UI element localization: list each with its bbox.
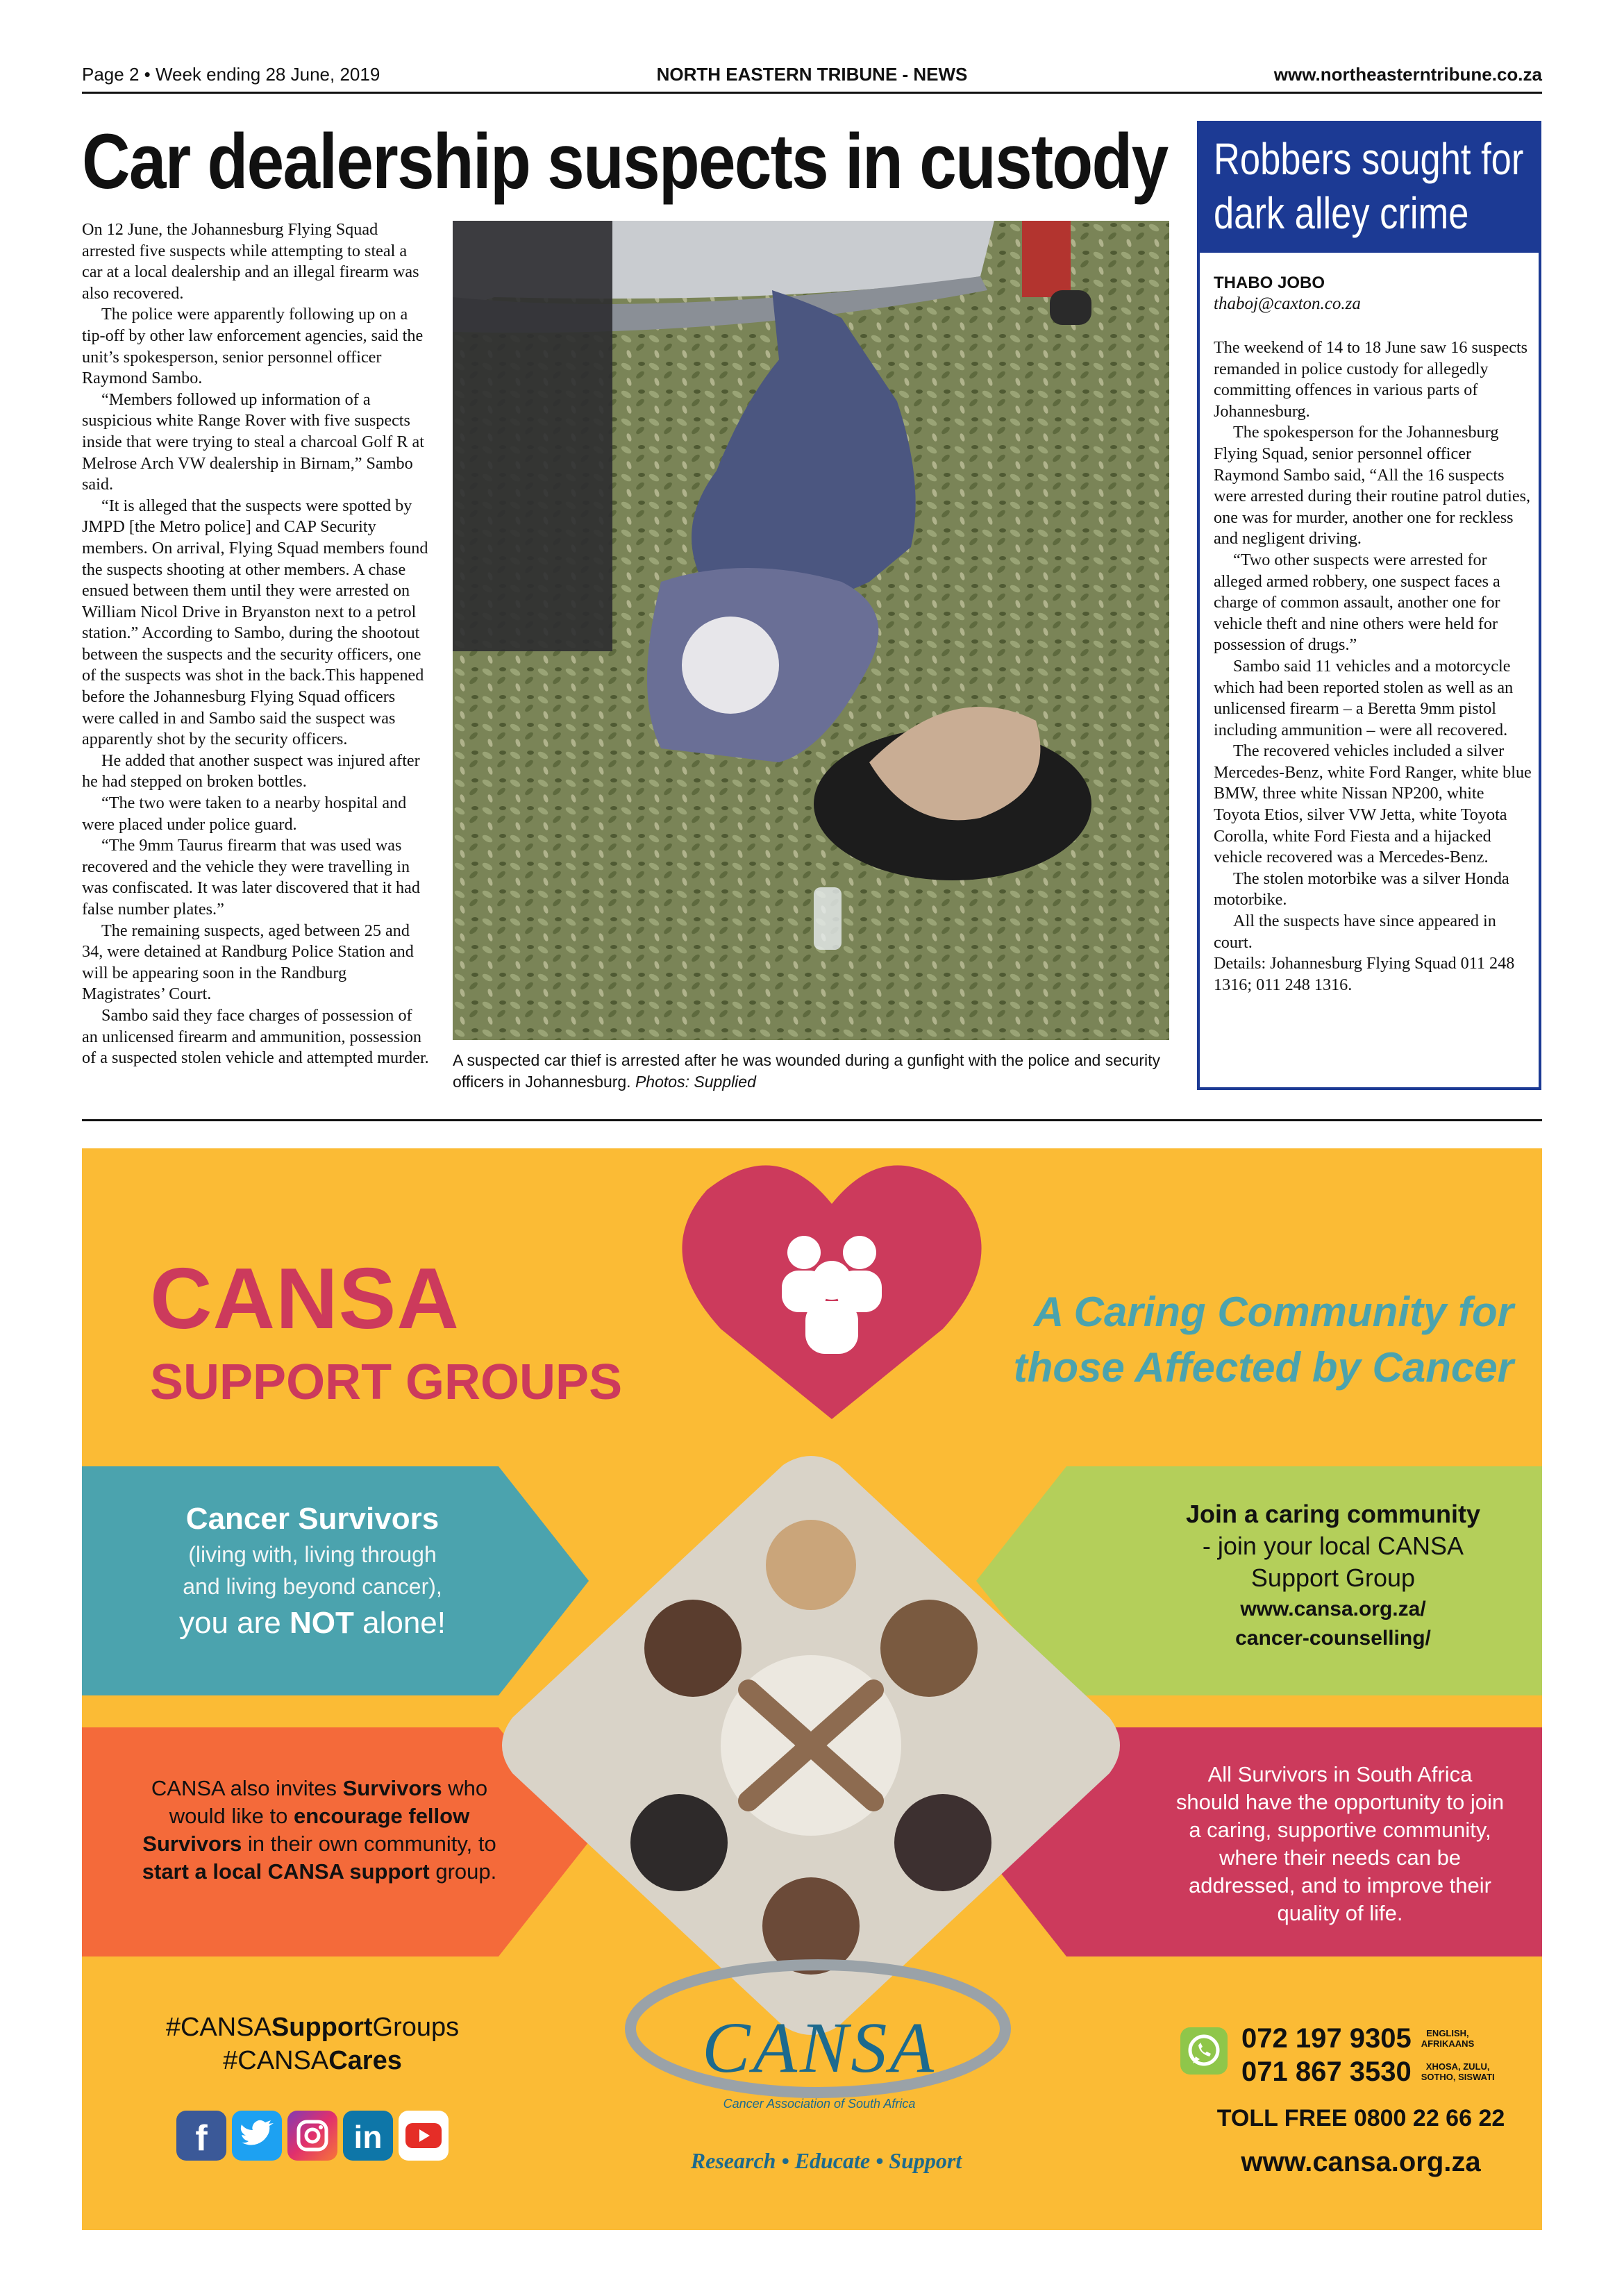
site-url[interactable]: www.northeasterntribune.co.za [1273,64,1542,85]
sidebar-paragraph: Sambo said 11 vehicles and a motorcycle which had been reported stolen as well as an unlicensed firearm – a Beretta 9mm pistol including ammunition – were all recovered. [1214,656,1514,739]
survivors-post: alone! [353,1606,446,1640]
social-icons [176,2111,449,2161]
sidebar-paragraph: “Two other suspects were arrested for alleged armed robbery, one suspect faces a charge of common assault, another one for vehicle theft and nine others were held for possession of drugs.” [1214,550,1500,655]
research-tagline: Research • Educate • Support [690,2148,962,2173]
hashtags [132,2011,493,2077]
byline-email[interactable]: thaboj@caxton.co.za [1214,294,1361,313]
invite-segment: encourage fellow Survivors [142,1804,470,1856]
linkedin-icon[interactable]: in [343,2111,393,2161]
rights-text: All Survivors in South Africa should have the opportunity to join a caring, supportive community, where their needs can be addressed, and to improve their quality of life. [1175,1762,1505,1925]
invite-segment: CANSA also invites [151,1776,343,1800]
ad-title: CANSA [150,1251,460,1347]
arrest-photo [453,221,1169,1040]
sidebar-title [1200,124,1539,253]
join-title: Join a caring community [1185,1500,1481,1528]
survivors-statement [118,1602,507,1644]
ad-tagline-line: A Caring Community for [1033,1289,1514,1335]
story-paragraph: He added that another suspect was injured after he had stepped on broken bottles. [82,751,420,791]
cansa-logo-subtitle: Cancer Association of South Africa [723,2097,916,2111]
photo-caption [453,1050,1175,1093]
join-line: Support Group [1250,1564,1416,1592]
youtube-icon[interactable] [399,2111,449,2161]
sidebar-paragraph: The spokesperson for the Johannesburg Flying Squad, senior personnel officer Raymond Sambo said, “All the 16 suspects were arrested during their routine patrol duties, one was for murder, another one for reckless and negligent driving. [1214,423,1531,548]
survivors-line: (living with, living through [188,1542,437,1567]
instagram-icon[interactable] [287,2111,337,2161]
phone-row [1241,2022,1495,2055]
invite-segment: who would like to [169,1776,488,1828]
hashtag-part: #CANSA [165,2013,271,2042]
sidebar-details: Details: Johannesburg Flying Squad 011 248 1316; 011 248 1316. [1214,954,1515,994]
language-line: SOTHO, SISWATI [1421,2072,1495,2082]
ad-tagline-line: those Affected by Cancer [1013,1344,1514,1391]
survivors-title: Cancer Survivors [185,1502,440,1536]
caption-text: A suspected car thief is arrested after he was wounded during a gunfight with the police and security officers in Johannesburg. [453,1051,1160,1091]
survivors-bold: NOT [289,1606,354,1640]
language-line: ENGLISH, [1426,2028,1469,2038]
sidebar-paragraph: The recovered vehicles included a silver Mercedes-Benz, white Ford Ranger, white blue BMW, three white Nissan NP200, white Toyota Etios, silver VW Jetta, white Toyota Corolla, white Ford Fiesta and a hijacked vehicle recovered was a Mercedes-Benz. [1214,741,1532,867]
story-paragraph: “The two were taken to a nearby hospital and were placed under police guard. [82,794,407,834]
sidebar-body [1214,337,1533,996]
hashtag-part: Support [271,2013,373,2042]
hashtag-part: #CANSA [223,2046,329,2075]
whatsapp-icon[interactable] [1180,2027,1228,2075]
story-paragraph: The police were apparently following up on a tip-off by other law enforcement agencies, said the unit’s spokesperson, senior personnel officer Raymond Sambo. [82,305,424,388]
language-line: XHOSA, ZULU, [1425,2061,1490,2072]
ad-subtitle: SUPPORT GROUPS [150,1355,623,1410]
hashtag-part: Cares [328,2046,402,2075]
arrest-photo-illustration [453,221,1169,1040]
survivors-text [118,1500,507,1644]
join-line: - join your local CANSA [1202,1532,1464,1560]
join-url[interactable]: cancer-counselling/ [1235,1627,1431,1650]
facebook-icon[interactable]: f [176,2111,226,2161]
invite-segment: group. [429,1859,497,1884]
sidebar-paragraph: The weekend of 14 to 18 June saw 16 suspects remanded in police custody for allegedly committing offences in various parts of Johannesburg. [1214,338,1528,421]
story-body [82,219,429,1069]
headline: Car dealership suspects in custody [82,118,1168,205]
phone-languages [1421,2061,1495,2082]
phone-languages [1421,2028,1475,2049]
hashtag-part: Groups [372,2013,460,2042]
story-paragraph: On 12 June, the Johannesburg Flying Squad arrested five suspects while attempting to steal a car at a local dealership and an illegal firearm was also recovered. [82,220,419,303]
sidebar-title-line: dark alley crime [1214,188,1469,238]
story-paragraph: “Members followed up information of a suspicious white Range Rover with five suspects inside that were trying to steal a charcoal Golf R at Melrose Arch VW dealership in Birnam,” Sambo said. [82,389,424,494]
story-paragraph: The remaining suspects, aged between 25 and 34, were detained at Randburg Police Station and will be appearing soon in the Randburg Magistrates’ Court. [82,921,414,1004]
survivors-pre: you are [179,1606,290,1640]
sidebar-paragraph: All the suspects have since appeared in court. [1214,912,1496,952]
story-paragraph: “The 9mm Taurus firearm that was used was recovered and the vehicle they were travelling in was confiscated. It was later discovered that it had false number plates.” [82,836,420,919]
hashtag [132,2011,493,2044]
cansa-logo: CANSA [702,2008,937,2088]
ad-tagline [986,1284,1514,1396]
page-info: Page 2 • Week ending 28 June, 2019 [82,64,380,85]
header-rule [82,92,1542,94]
invite-segment: in their own community, to [242,1832,496,1856]
survivors-line: and living beyond cancer), [183,1574,442,1599]
invite-segment: Survivors [342,1776,442,1800]
invite-segment: start a local CANSA support [142,1859,430,1884]
sidebar-paragraph: The stolen motorbike was a silver Honda motorbike. [1214,869,1509,910]
byline: THABO JOBO [1214,274,1325,292]
toll-free-number[interactable]: TOLL FREE 0800 22 66 22 [1216,2105,1505,2131]
phone-number[interactable]: 071 867 3530 [1241,2056,1412,2087]
caption-credit: Photos: Supplied [635,1073,756,1091]
join-url[interactable]: www.cansa.org.za/ [1240,1598,1426,1620]
twitter-icon[interactable] [232,2111,282,2161]
invite-text [139,1775,500,1886]
section-rule [82,1119,1542,1121]
sidebar-title-line: Robbers sought for [1214,134,1524,184]
cansa-website[interactable]: www.cansa.org.za [1241,2147,1481,2177]
story-paragraph: Sambo said they face charges of possession of an unlicensed firearm and ammunition, possession of a suspected stolen vehicle and attempted murder. [82,1005,429,1068]
phone-row [1241,2055,1495,2088]
join-text [1153,1498,1514,1652]
hashtag [132,2044,493,2077]
story-paragraph: “It is alleged that the suspects were spotted by JMPD [the Metro police] and CAP Security members. On arrival, Flying Squad members found the suspects shooting at other members. A chase ensued between them until they were arrested on William Nicol Drive in Bryanston next to a petrol station.” According to Sambo, during the shootout between the suspects and the security officers, one of the suspects was shot in the back.This happened before the Johannesburg Flying Squad officers were called in and Sambo said the suspect was apparently shot by the security officers. [82,496,428,749]
phone-number[interactable]: 072 197 9305 [1241,2023,1412,2054]
section-title: NORTH EASTERN TRIBUNE - NEWS [656,64,968,85]
language-line: AFRIKAANS [1421,2038,1475,2049]
phone-numbers [1241,2022,1495,2088]
